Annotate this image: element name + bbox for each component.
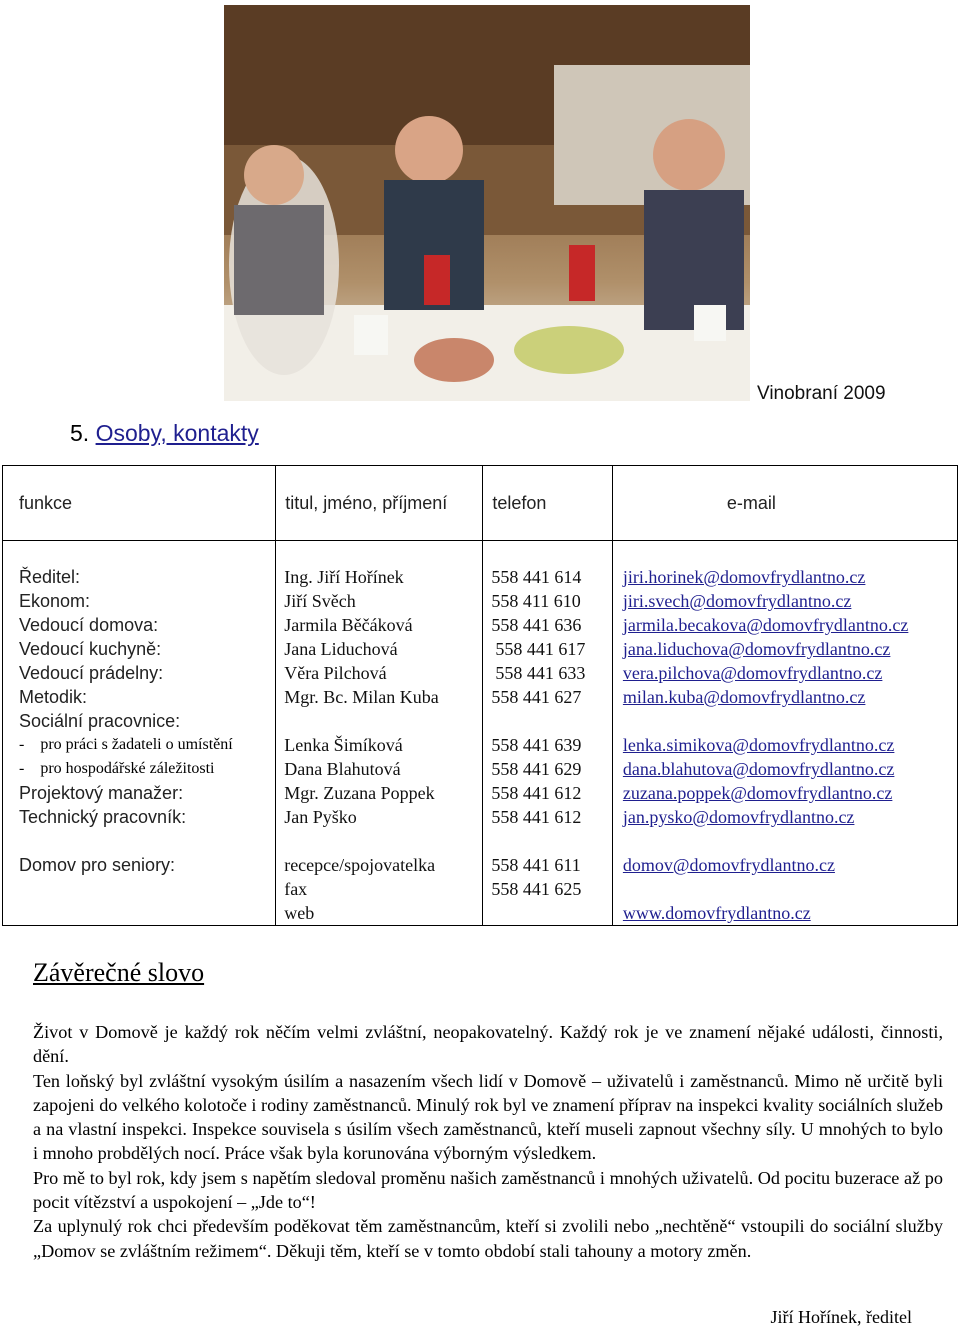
header-function-label: funkce (19, 492, 73, 513)
person-name: Věra Pilchová (284, 663, 387, 683)
phone-number: 558 441 629 (491, 759, 582, 779)
email-link[interactable]: jan.pysko@domovfrydlantno.cz (622, 807, 855, 827)
function-item: Vedoucí domova: (19, 615, 159, 635)
person-name: Ing. Jiří Hořínek (284, 567, 404, 587)
function-subitem: - pro práci s žadateli o umístění (19, 736, 233, 753)
phone-number: 558 441 639 (491, 735, 582, 755)
contact-label: web (284, 903, 315, 923)
person-name: Jan Pyško (284, 807, 357, 827)
phone-number: 558 441 617 (495, 639, 586, 659)
function-item: Ekonom: (19, 591, 91, 611)
email-column (612, 541, 957, 926)
paragraph: Život v Domově je každý rok něčím velmi zvláštní, neopakovatelný. Každý rok je ve znamení nějaké události, činnosti, dění. (33, 1022, 943, 1067)
table-header-row (3, 466, 958, 541)
header-name (276, 466, 483, 541)
function-item: Ředitel: (19, 567, 81, 587)
person-name: Jiří Svěch (284, 591, 356, 611)
person-name: Jarmila Běčáková (284, 615, 413, 635)
paragraph: Pro mě to byl rok, kdy jsem s napětím sledoval proměnu našich zaměstnanců i mnohých uživatelů. Od pocitu buzerace až po pocit vítězství a uspokojení – „Jde to“! (33, 1167, 943, 1213)
function-subitem: - pro hospodářské záležitosti (19, 760, 215, 777)
person-name: Jana Liduchová (284, 639, 398, 659)
event-photo (224, 5, 750, 401)
email-link[interactable]: jiri.svech@domovfrydlantno.cz (622, 591, 852, 611)
header-email (612, 466, 957, 541)
email-link[interactable]: milan.kuba@domovfrydlantno.cz (622, 687, 866, 707)
signature: Jiří Hořínek, ředitel (770, 1307, 912, 1327)
email-link[interactable]: jiri.horinek@domovfrydlantno.cz (622, 567, 866, 587)
phone-number: 558 441 636 (491, 615, 582, 635)
email-link[interactable]: lenka.simikova@domovfrydlantno.cz (622, 735, 895, 755)
phone-number: 558 441 625 (491, 879, 582, 899)
email-link[interactable]: zuzana.poppek@domovfrydlantno.cz (622, 783, 893, 803)
web-link[interactable]: www.domovfrydlantno.cz (622, 903, 811, 923)
paragraph: Za uplynulý rok chci především poděkovat těm zaměstnancům, kteří si zvolili nebo „nechtěně“ vstoupili do sociální služby „Domov se zvláštním režimem“. Děkuji těm, kteří se v tomto období stali tahouny a motory změn. (33, 1216, 943, 1261)
function-item: Projektový manažer: (19, 783, 184, 803)
contact-label: fax (284, 879, 308, 899)
email-link[interactable]: dana.blahutova@domovfrydlantno.cz (622, 759, 895, 779)
phone-number: 558 411 610 (491, 591, 581, 611)
function-item: Metodik: (19, 687, 88, 707)
person-name: Lenka Šimíková (284, 735, 403, 755)
phone-number: 558 441 612 (491, 783, 582, 803)
phone-number: 558 441 633 (495, 663, 586, 683)
function-item: Sociální pracovnice: (19, 711, 181, 731)
closing-text (33, 1020, 943, 1263)
person-name: Mgr. Bc. Milan Kuba (284, 687, 439, 707)
closing-title: Závěrečné slovo (33, 958, 205, 987)
email-link[interactable]: jarmila.becakova@domovfrydlantno.cz (622, 615, 909, 635)
header-phone (483, 466, 613, 541)
section-title (70, 420, 259, 447)
phone-number: 558 441 612 (491, 807, 582, 827)
email-link[interactable]: domov@domovfrydlantno.cz (622, 855, 835, 875)
contact-label: recepce/spojovatelka (284, 855, 436, 875)
person-name: Dana Blahutová (284, 759, 401, 779)
section-number: 5. (70, 420, 90, 446)
header-function (3, 466, 276, 541)
name-column (276, 541, 483, 926)
header-name-label: titul, jméno, příjmení (285, 492, 448, 513)
phone-number: 558 441 614 (491, 567, 582, 587)
contacts-table (2, 465, 958, 926)
phone-number: 558 441 611 (491, 855, 581, 875)
section-heading: Osoby, kontakty (95, 420, 259, 446)
phone-column (483, 541, 613, 926)
paragraph: Ten loňský byl zvláštní vysokým úsilím a nasazením všech lidí v Domově – uživatelů i zaměstnanců. Mimo ně určitě byli zapojeni do velkého kolotoče i rodiny zaměstnanců. Minulý rok byl ve znamení příprav na inspekci kvality sociálních služeb a na vlastní inspekci. Inspekce souvisela s úsilím všech zaměstnanců, kteří museli zapnout všechny síly. U mnohých to bylo i mnoho probdělých nocí. Práce však byla korunována výborným výsledkem. (33, 1070, 943, 1164)
function-item: Vedoucí prádelny: (19, 663, 164, 683)
person-name: Mgr. Zuzana Poppek (284, 783, 435, 803)
header-phone-label: telefon (492, 492, 547, 513)
function-item: Domov pro seniory: (19, 855, 176, 875)
phone-number: 558 441 627 (491, 687, 582, 707)
table-body-row (3, 541, 958, 926)
photo-caption: Vinobraní 2009 (757, 383, 886, 404)
function-item: Vedoucí kuchyně: (19, 639, 162, 659)
header-email-label: e-mail (726, 492, 776, 513)
email-link[interactable]: vera.pilchova@domovfrydlantno.cz (622, 663, 883, 683)
function-column (3, 541, 276, 926)
email-link[interactable]: jana.liduchova@domovfrydlantno.cz (622, 639, 891, 659)
function-item: Technický pracovník: (19, 807, 187, 827)
